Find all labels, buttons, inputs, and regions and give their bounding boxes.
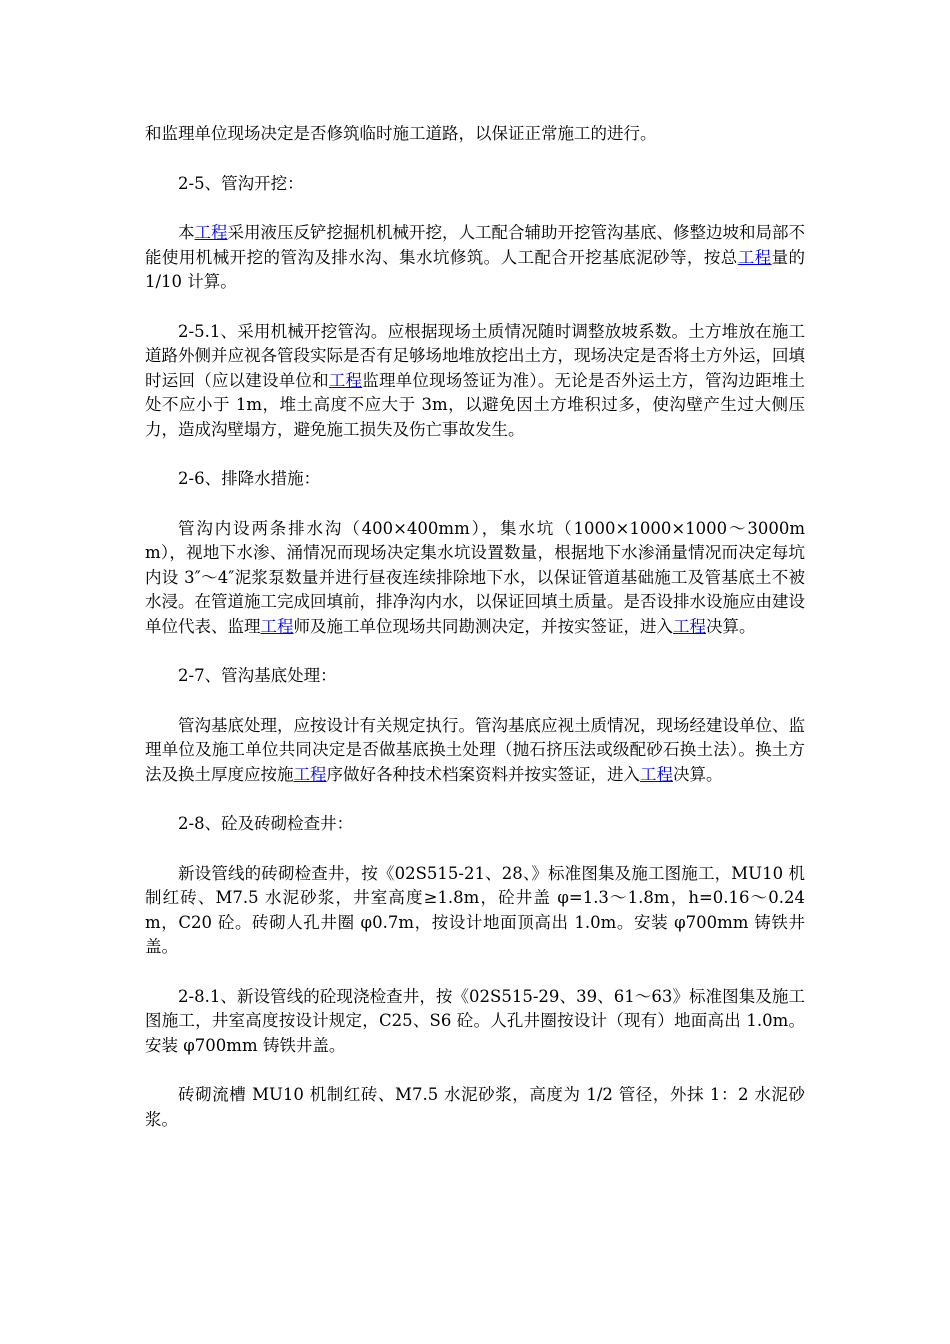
engineering-link[interactable]: 工程 [737,247,772,267]
heading-text: 2-8、砼及砖砌检查井： [178,814,354,833]
paragraph [145,1083,805,1132]
paragraph [145,985,805,1059]
paragraph [145,714,805,788]
paragraph [145,122,805,147]
paragraph-text: 监理单位现场签证为准）。无论是否外运土方，管沟边距堆土处不应小于 1m，堆土高度不应大于 3m，以避免因土方堆积过多，使沟壁产生过大侧压力，造成沟壁塌方，避免施工损失及伤亡事故发生。 [145,370,806,439]
paragraph [145,320,805,443]
paragraph-text: 序做好各种技术档案资料并按实签证，进入 [326,764,640,784]
engineering-link[interactable]: 工程 [293,764,327,784]
heading-text: 2-5、管沟开挖： [178,173,304,193]
paragraph [145,517,805,640]
paragraph-text: 2-8.1、新设管线的砼现浇检查井，按《02S515-29、39、61～63》标准图集及施工图施工，井室高度按设计规定，C25、S6 砼。人孔井圈按设计（现有）地面高出 1.0m。安装 φ700mm 铸铁井盖。 [145,986,805,1055]
paragraph-text: 决算。 [706,616,756,636]
paragraph-text: 师及施工单位现场共同勘测决定，并按实签证，进入 [293,616,673,636]
engineering-link[interactable]: 工程 [194,223,228,242]
engineering-link[interactable]: 工程 [673,616,706,636]
document-body [145,122,805,1132]
paragraph-text: 量的 1/10 计算。 [145,247,806,291]
engineering-link[interactable]: 工程 [640,764,673,784]
paragraph-text: 采用液压反铲挖掘机机械开挖，人工配合辅助开挖管沟基底、修整边坡和局部不能使用机械开挖的管沟及排水沟、集水坑修筑。人工配合开挖基底泥砂等，按总 [145,223,805,267]
paragraph-text: 管沟基底处理，应按设计有关规定执行。管沟基底应视土质情况，现场经建设单位、监理单位及施工单位共同决定是否做基底换土处理（抛石挤压法或级配砂石换土法）。换土方法及换土厚度应按施 [145,715,805,784]
paragraph-text: 决算。 [673,764,723,784]
paragraph [145,862,805,960]
paragraph-text: 2-5.1、采用机械开挖管沟。应根据现场土质情况随时调整放坡系数。土方堆放在施工道路外侧并应视各管段实际是否有足够场地堆放挖出土方，现场决定是否将土方外运，回填时运回（应以建设单位和 [145,321,805,390]
paragraph-text: 管沟内设两条排水沟（400×400mm），集水坑（1000×1000×1000～3000mm），视地下水渗、涌情况而现场决定集水坑设置数量，根据地下水渗涌量情况而决定每坑内设 3″～4″泥浆泵数量并进行昼夜连续排除地下水，以保证管道基础施工及管基底土不被水浸。在管道施工完成回填前，排净沟内水，以保证回填土质量。是否设排水设施应由建设单位代表、监理 [145,518,805,636]
paragraph-text: 和监理单位现场决定是否修筑临时施工道路，以保证正常施工的进行。 [145,124,657,143]
paragraph-text: 本 [178,223,195,242]
paragraph [145,221,805,295]
section-heading [145,664,805,689]
heading-text: 2-7、管沟基底处理： [178,666,337,685]
engineering-link[interactable]: 工程 [260,616,294,636]
heading-text: 2-6、排降水措施： [178,469,321,488]
paragraph-text: 新设管线的砖砌检查井，按《02S515-21、28、》标准图集及施工图施工，MU10 机制红砖、M7.5 水泥砂浆，井室高度≥1.8m，砼井盖 φ=1.3～1.8m，h=0.16～0.24m，C20 砼。砖砌人孔井圈 φ0.7m，按设计地面顶高出 1.0m。安装 φ700mm 铸铁井盖。 [145,863,805,956]
section-heading [145,812,805,837]
engineering-link[interactable]: 工程 [328,370,363,390]
section-heading [145,467,805,492]
paragraph-text: 砖砌流槽 MU10 机制红砖、M7.5 水泥砂浆，高度为 1/2 管径，外抹 1：2 水泥砂浆。 [145,1085,805,1129]
section-heading [145,172,805,197]
